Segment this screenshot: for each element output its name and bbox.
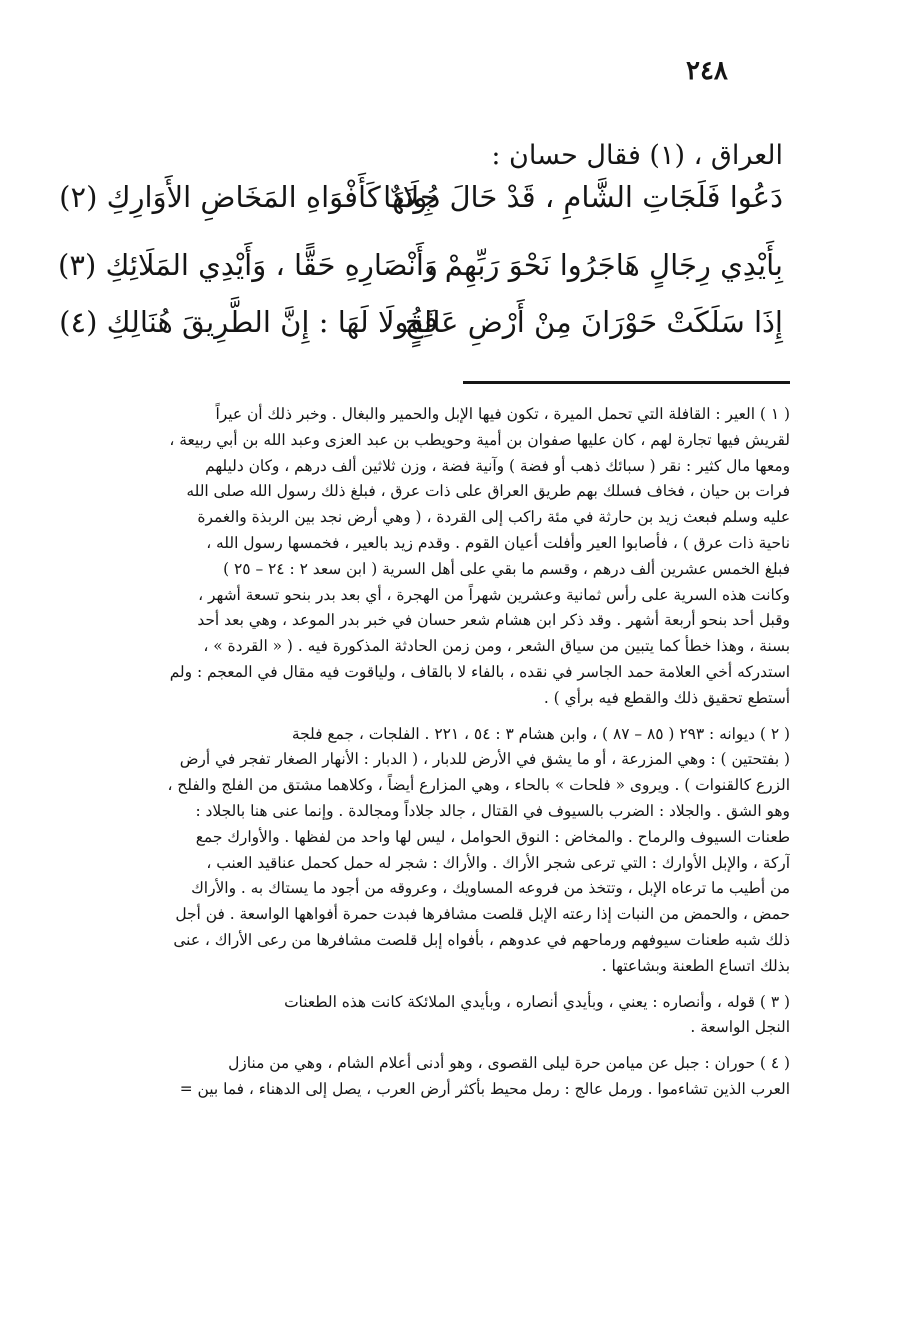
footnote-1-line: ومعها مال كثير : نقر ( سبائك ذهب أو فضة ) وآنية فضة ، وزن ثلاثين ألف درهم ، وكان دليلهم xyxy=(205,456,790,475)
footnote-2-line: الزرع كالقنوات ) . ويروى « فلحات » بالحاء ، وهي المزارع أيضاً ، وكلاهما مشتق من الفلج والفلح ، xyxy=(167,776,790,795)
footnote-1-line: أستطع تحقيق ذلك والقطع فيه برأي ) . xyxy=(543,688,790,707)
page-number: ٢٤٨ xyxy=(686,56,728,86)
footnote-3-line: النجل الواسعة . xyxy=(690,1018,790,1037)
verse-3-second-hemistich: فَقُولَا لَهَا : إِنَّ الطَّرِيقَ هُنَالِكِ (٤) xyxy=(59,305,438,339)
footnote-1-line: وكانت هذه السرية على رأس ثمانية وعشرين شهراً من الهجرة ، أي بعد بدر بنحو تسعة أشهر ، xyxy=(198,585,790,604)
footnote-2 xyxy=(98,722,790,980)
footnote-4 xyxy=(98,1051,790,1103)
footnote-1-line: ناحية ذات عرق ) ، فأصابوا العير وأفلت أعيان القوم . وقدم زيد بالعير ، فخمسها رسول الله ، xyxy=(206,533,790,552)
footnote-1 xyxy=(98,402,790,712)
intro-line: العراق ، (١) فقال حسان : xyxy=(491,140,783,171)
divider-rule xyxy=(463,381,790,384)
footnote-2-line: بذلك اتساع الطعنة وبشاعتها . xyxy=(601,956,790,975)
footnote-3-line: ( ٣ ) قوله ، وأنصاره : يعني ، وبأيدي أنصاره ، وبأيدي الملائكة كانت هذه الطعنات xyxy=(284,992,790,1011)
footnote-1-line: فبلغ الخمس عشرين ألف درهم ، وقسم ما بقي على أهل السرية ( ابن سعد ٢ : ٢٤ – ٢٥ ) xyxy=(223,559,790,578)
verse-1-first-hemistich: دَعُوا فَلَجَاتِ الشَّامِ ، قَدْ حَالَ دُونَهَا xyxy=(383,180,783,214)
footnote-1-line: ( ١ ) العير : القافلة التي تحمل الميرة ، تكون فيها الإبل والحمير والبغال . وخبر ذلك أن عيراً xyxy=(215,405,790,423)
footnote-2-line: وهو الشق . والجلاد : الضرب بالسيوف في القتال ، جالد جلاداً ومجالدة . وإنما عنى هنا بالجلاد : xyxy=(195,801,790,820)
footnote-1-line: بسنة ، وهذا خطأ كما يتبين من سياق الشعر ، ومن زمن الحادثة المذكورة فيه . ( « القردة » ، xyxy=(203,637,790,656)
footnote-1-line: وقبل أحد بنحو أربعة أشهر . وقد ذكر ابن هشام شعر حسان في خبر بدر الموعد ، وهي بعد أحد xyxy=(197,611,790,630)
footnote-2-line: ( بفتحتين ) : وهي المزرعة ، أو ما يشق في الأرض للدبار ، ( الدبار : الأنهار الصغار تفجر في أرض xyxy=(179,750,790,769)
footnote-4-line: العرب الذين تشاءموا . ورمل عالج : رمل محيط بأكثر أرض العرب ، يصل إلى الدهناء ، فما بين = xyxy=(179,1079,790,1098)
footnote-1-line: عليه وسلم فبعث زيد بن حارثة في مئة راكب إلى القردة ، ( وهي أرض نجد بين الربذة والغمرة xyxy=(197,508,790,527)
footnote-2-line: حمض ، والحمض من النبات إذا رعته الإبل قلصت مشافرها فبدت حمرة أفواهها الواسعة . فن أجل xyxy=(175,905,790,924)
footnote-4-line: ( ٤ ) حوران : جبل عن ميامن حرة ليلى القصوى ، وهو أدنى أعلام الشام ، وهي من منازل xyxy=(228,1054,790,1073)
verse-2-first-hemistich: بِأَيْدِي رِجَالٍ هَاجَرُوا نَحْوَ رَبِّهِمْ ، xyxy=(426,248,783,282)
footnote-2-line: طعنات السيوف والرماح . والمخاض : النوق الحوامل ، ليس لها واحد من لفظها . والأوارك جمع xyxy=(195,827,790,846)
footnote-2-line: آركة ، والإبل الأوارك : التي ترعى شجر الأراك . والأراك : شجر له حمل كحمل عناقيد العنب ، xyxy=(206,853,790,872)
footnote-2-line: ذلك شبه طعنات سيوفهم ورماحهم في عدوهم ، بأفواه إبل قلصت مشافرها من رعى الأراك ، عنى xyxy=(173,930,790,949)
footnote-3 xyxy=(98,990,790,1042)
verse-3-first-hemistich: إِذَا سَلَكَتْ حَوْرَانَ مِنْ أَرْضِ عَالِجٍ xyxy=(404,305,783,339)
footnotes xyxy=(98,402,790,1113)
verse-1-second-hemistich: جِلَادٌ كَأَفْوَاهِ المَخَاضِ الأَوَارِكِ (٢) xyxy=(59,180,438,214)
footnote-1-line: فرات بن حيان ، فخاف فسلك بهم طريق العراق على ذات عرق ، فبلغ ذلك رسول الله صلى الله xyxy=(186,482,790,501)
footnote-1-line: لقريش فيها تجارة لهم ، كان عليها صفوان بن أمية وحويطب بن عبد العزى وعبد الله بن أبي ربيعة ، xyxy=(169,430,790,449)
verse-2-second-hemistich: وَأَنْصَارِهِ حَقًّا ، وَأَيْدِي المَلَائِكِ (٣) xyxy=(58,248,438,282)
footnote-2-line: من أطيب ما ترعاه الإبل ، وتتخذ من فروعه المساويك ، وعروقه من أجود ما يستاك به . والأراك xyxy=(191,879,790,898)
footnote-1-line: استدركه أخي العلامة حمد الجاسر في نقده ، بالفاء لا بالقاف ، ولياقوت فيه مقال في المعجم : ولم xyxy=(169,662,790,681)
footnote-2-line: ( ٢ ) ديوانه : ٢٩٣ ( ٨٥ – ٨٧ ) ، وابن هشام ٣ : ٥٤ ، ٢٢١ . الفلجات ، جمع فلجة xyxy=(291,724,790,743)
